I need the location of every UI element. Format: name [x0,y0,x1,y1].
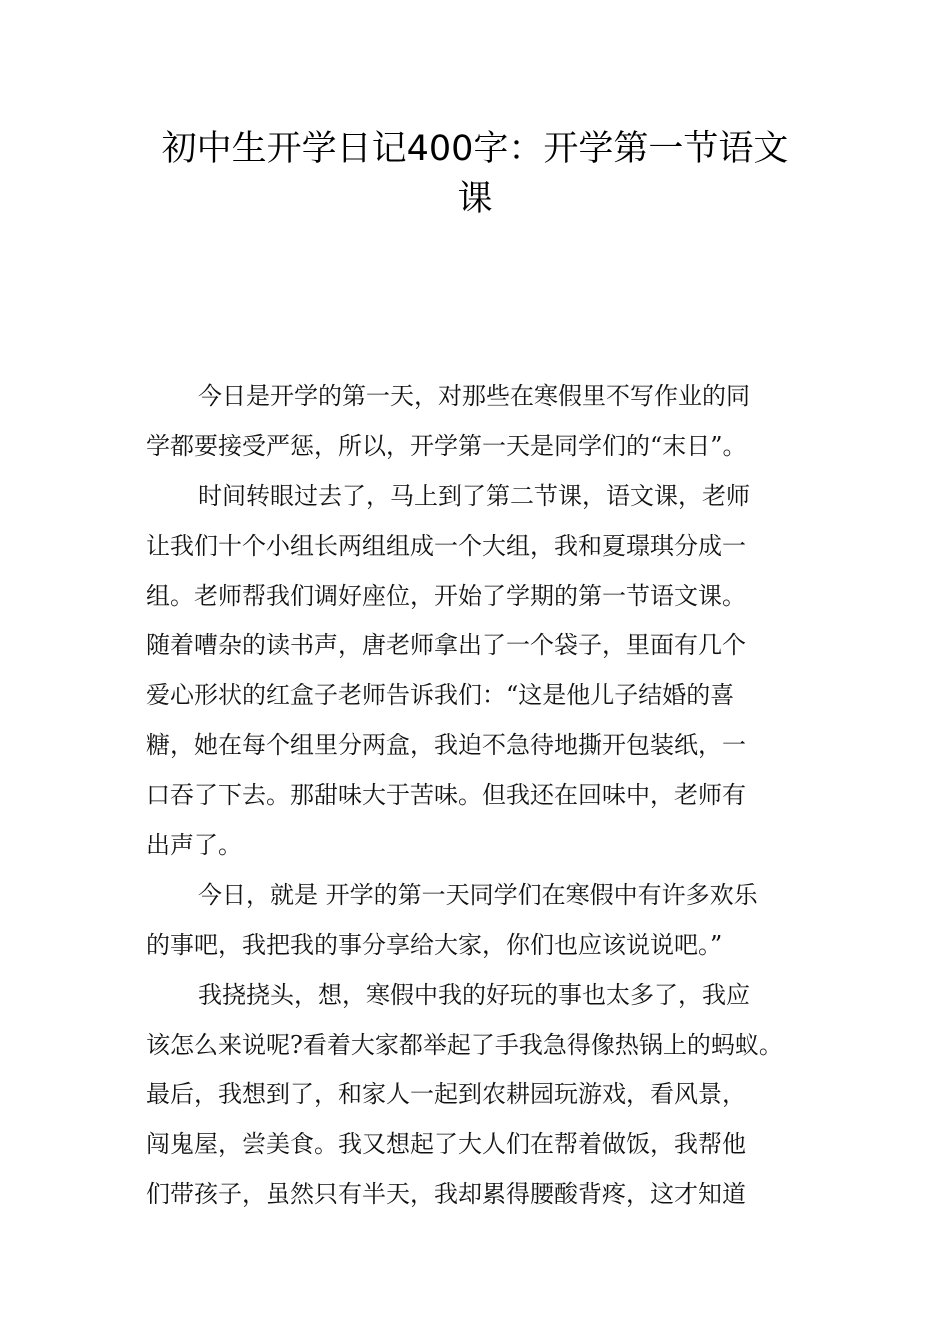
paragraph-line: 的事吧，我把我的事分享给大家，你们也应该说说吧。” [146,930,723,959]
paragraph-line: 今日，就是 开学的第一天同学们在寒假中有许多欢乐 [198,880,758,909]
paragraph-line: 今日是开学的第一天，对那些在寒假里不写作业的同 [198,382,750,410]
paragraph-line: 爱心形状的红盒子老师告诉我们：“这是他儿子结婚的喜 [146,681,735,710]
paragraph-line: 组。老师帮我们调好座位，开始了学期的第一节语文课。 [146,581,746,610]
paragraph-line: 出声了。 [146,831,242,860]
paragraph-line: 糖，她在每个组里分两盒，我迫不急待地撕开包装纸，一 [146,731,746,760]
title-line: 初中生开学日记400字：开学第一节语文 [161,129,789,169]
paragraph-line: 让我们十个小组长两组组成一个大组，我和夏璟琪分成一 [146,531,746,560]
document-body [146,372,836,1220]
paragraph-line: 学都要接受严惩，所以，开学第一天是同学们的“末日”。 [146,431,747,460]
document-title [120,124,830,224]
paragraph-line: 我挠挠头，想，寒假中我的好玩的事也太多了，我应 [198,980,750,1009]
paragraph-line: 该怎么来说呢?看着大家都举起了手我急得像热锅上的蚂蚁。 [146,1030,783,1059]
paragraph-line: 时间转眼过去了，马上到了第二节课，语文课，老师 [198,481,750,510]
paragraph-line: 最后，我想到了，和家人一起到农耕园玩游戏，看风景， [146,1080,746,1109]
paragraph-line: 随着嘈杂的读书声，唐老师拿出了一个袋子，里面有几个 [146,631,746,660]
paragraph-line: 们带孩子，虽然只有半天，我却累得腰酸背疼，这才知道 [146,1180,746,1209]
title-line: 课 [457,179,493,219]
paragraph-line: 闯鬼屋，尝美食。我又想起了大人们在帮着做饭，我帮他 [146,1130,746,1159]
paragraph-line: 口吞了下去。那甜味大于苦味。但我还在回味中，老师有 [146,781,746,810]
